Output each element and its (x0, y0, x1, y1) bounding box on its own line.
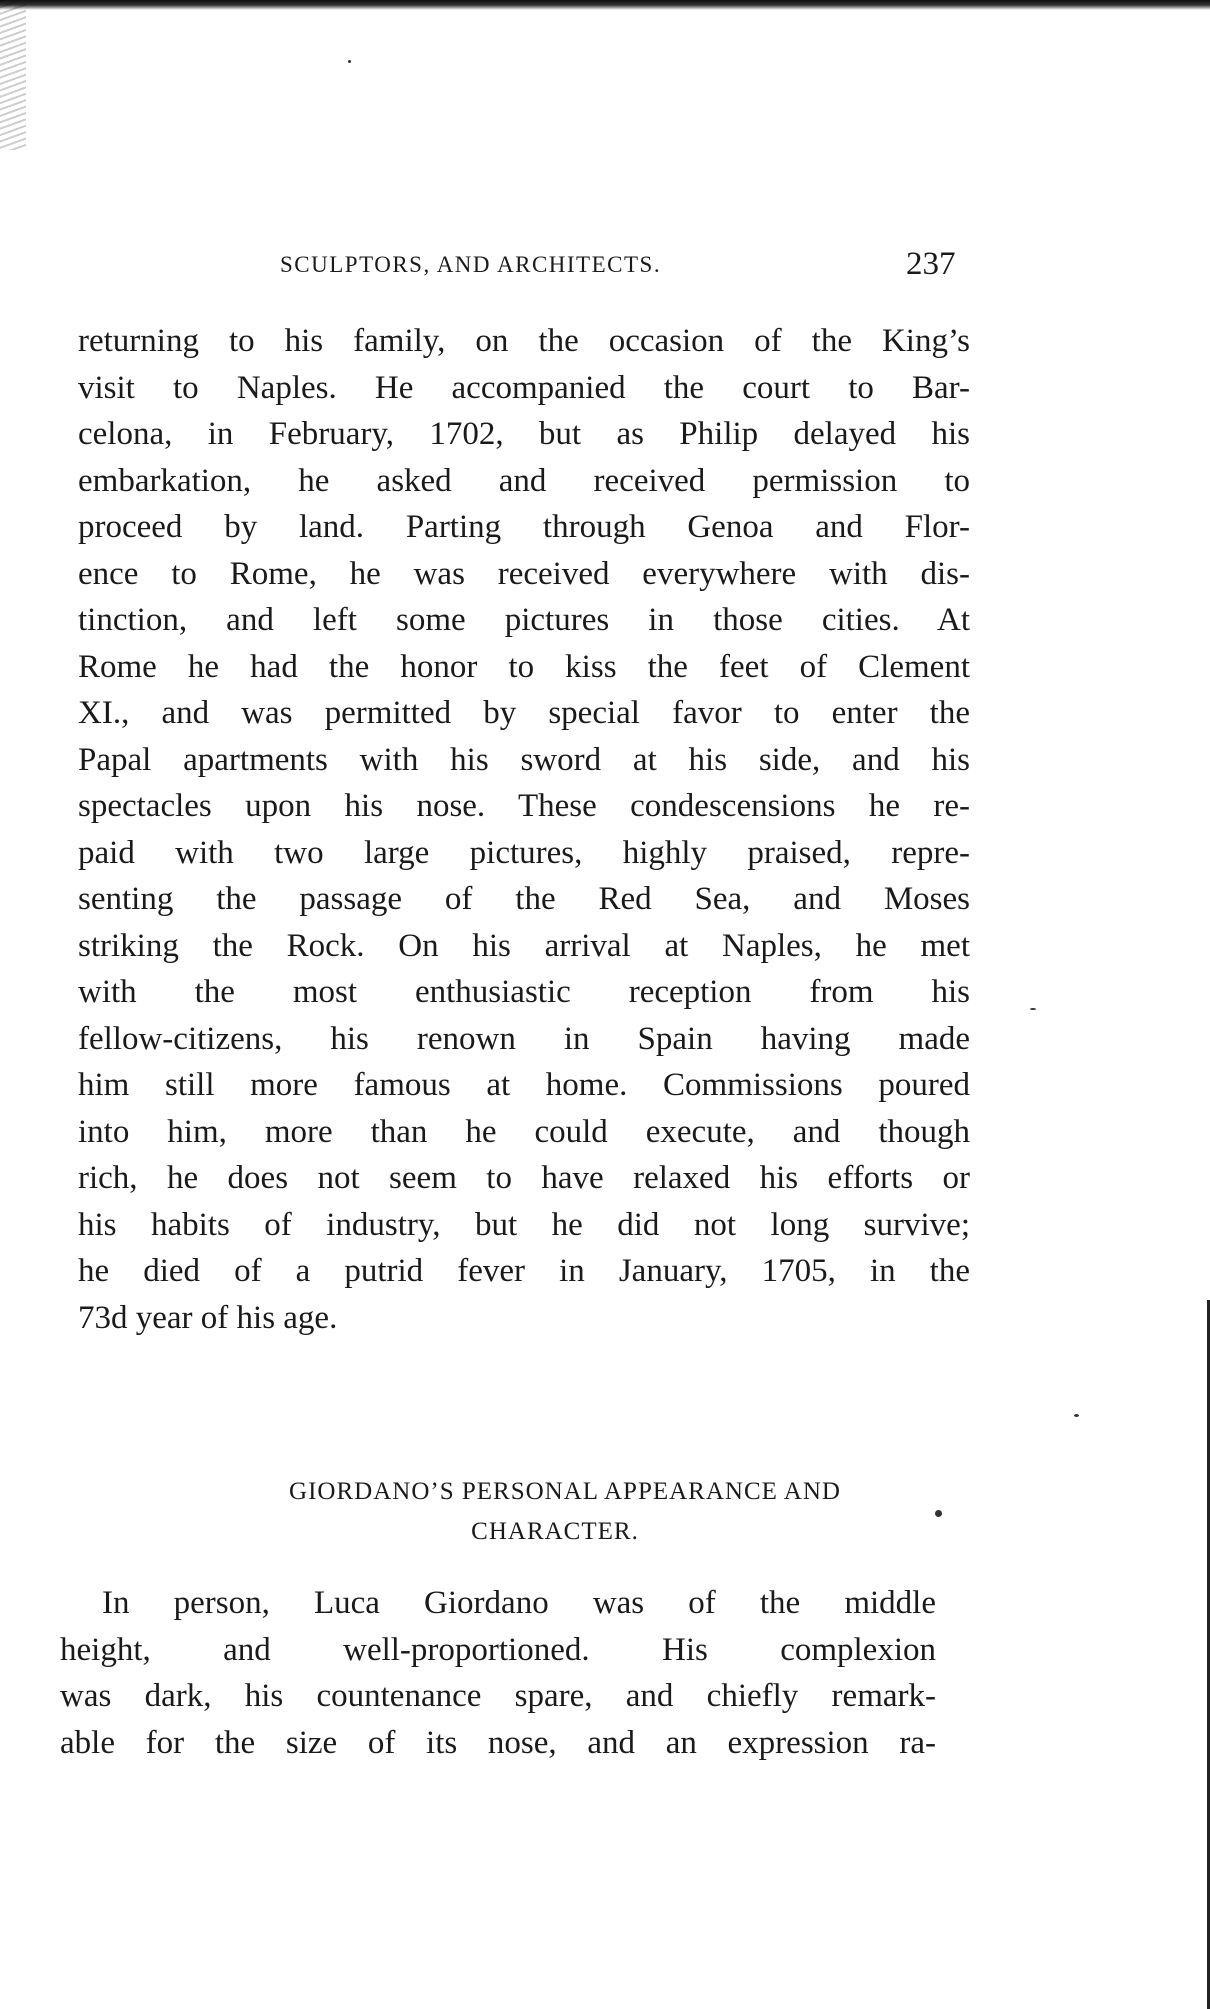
page-corner-speckle (0, 0, 26, 150)
section-heading-line-2: CHARACTER. (471, 1518, 639, 1545)
running-header (0, 246, 1210, 292)
text-line: into him, more than he could execute, and though (78, 1113, 970, 1150)
text-line: In person, Luca Giordano was of the middle (102, 1585, 936, 1621)
text-line: celona, in February, 1702, but as Philip delayed his (78, 416, 970, 452)
section-heading-line-1: GIORDANO’S PERSONAL APPEARANCE AND (289, 1478, 841, 1505)
ink-speck (1074, 1414, 1079, 1417)
text-line: returning to his family, on the occasion of the King’s (78, 323, 970, 359)
text-line: rich, he does not seem to have relaxed his efforts or (78, 1160, 970, 1196)
text-line: he died of a putrid fever in January, 1705, in the (78, 1253, 970, 1289)
text-line: was dark, his countenance spare, and chiefly remark- (60, 1678, 936, 1714)
running-head-title: SCULPTORS, AND ARCHITECTS. (280, 252, 662, 277)
text-line: Rome he had the honor to kiss the feet of Clement (78, 648, 970, 685)
text-line: embarkation, he asked and received permission to (78, 462, 970, 499)
text-line: visit to Naples. He accompanied the court to Bar- (78, 369, 970, 406)
text-line: ence to Rome, he was received everywhere with dis- (78, 555, 970, 592)
ink-speck (1030, 1008, 1036, 1010)
text-line: striking the Rock. On his arrival at Naples, he met (78, 927, 970, 964)
page-number: 237 (906, 246, 956, 282)
text-line: spectacles upon his nose. These condescensions he re- (78, 788, 970, 824)
text-line: height, and well-proportioned. His complexion (60, 1631, 936, 1668)
text-line: tinction, and left some pictures in those cities. At (78, 602, 970, 638)
text-line: able for the size of its nose, and an expression ra- (60, 1724, 936, 1761)
ink-speck (935, 1510, 942, 1517)
text-line: Papal apartments with his sword at his side, and his (78, 741, 970, 778)
text-line: proceed by land. Parting through Genoa and Flor- (78, 509, 970, 545)
text-line: paid with two large pictures, highly praised, repre- (78, 834, 970, 871)
text-line: with the most enthusiastic reception from his (78, 974, 970, 1010)
paragraph-2 (60, 1580, 936, 1766)
text-line: senting the passage of the Red Sea, and Moses (78, 881, 970, 917)
ink-speck (348, 60, 351, 63)
text-line: him still more famous at home. Commissions poured (78, 1067, 970, 1103)
page-top-edge-shadow (0, 0, 1210, 10)
text-line: his habits of industry, but he did not long survive; (78, 1206, 970, 1243)
text-line: fellow-citizens, his renown in Spain having made (78, 1020, 970, 1057)
text-line: XI., and was permitted by special favor to enter the (78, 695, 970, 731)
text-line: 73d year of his age. (78, 1299, 338, 1336)
paragraph-1 (78, 318, 970, 1341)
